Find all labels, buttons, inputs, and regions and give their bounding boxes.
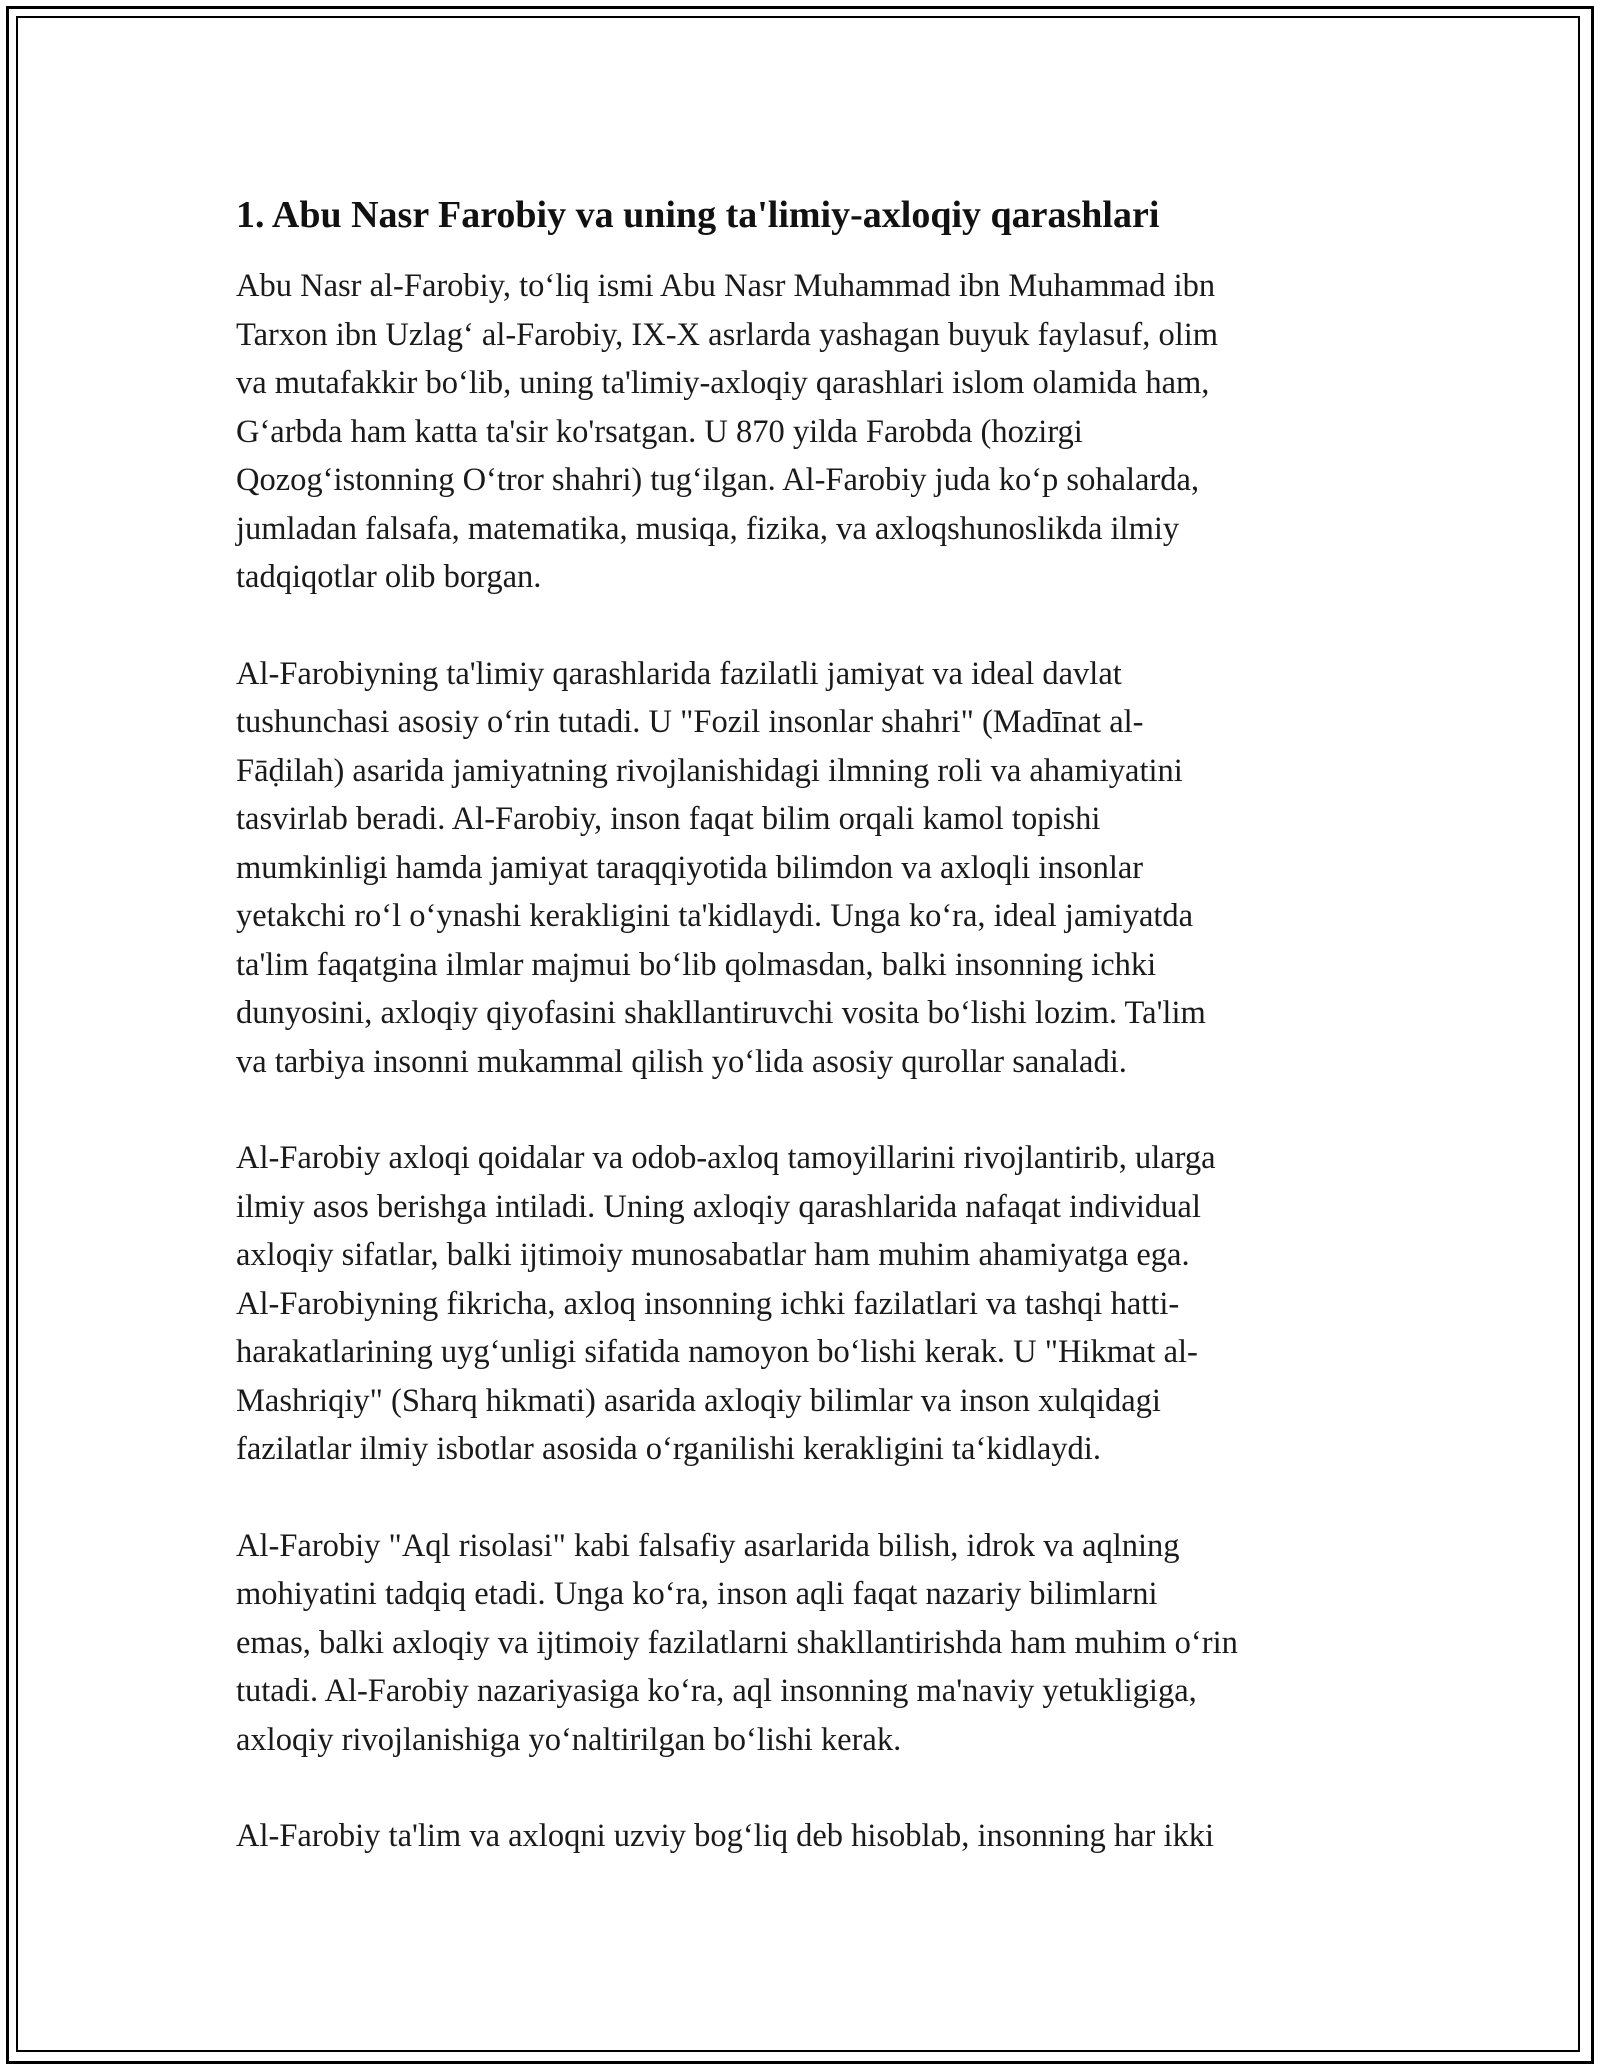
paragraph-line: jumladan falsafa, matematika, musiqa, fizika, va axloqshunoslikda ilmiy — [236, 510, 1180, 547]
paragraph-line: harakatlarining uyg‘unligi sifatida namoyon bo‘lishi kerak. U "Hikmat al- — [236, 1334, 1198, 1370]
paragraph-line: Al-Farobiy ta'lim va axloqni uzviy bog‘liq deb hisoblab, insonning har ikki — [236, 1818, 1215, 1854]
paragraph-line: mohiyatini tadqiq etadi. Unga ko‘ra, inson aqli faqat nazariy bilimlarni — [236, 1576, 1158, 1612]
section-heading: 1. Abu Nasr Farobiy va uning ta'limiy-axloqiy qarashlari — [236, 194, 1160, 236]
paragraph-line: va mutafakkir bo‘lib, uning ta'limiy-axloqiy qarashlari islom olamida ham, — [236, 365, 1210, 401]
paragraph-ethical-views — [236, 1134, 1386, 1474]
paragraph-line: tutadi. Al-Farobiy nazariyasiga ko‘ra, aql insonning ma'naviy yetukligiga, — [236, 1673, 1197, 1709]
paragraph-education-ethics-link — [236, 1812, 1386, 1861]
paragraph-line: ta'lim faqatgina ilmlar majmui bo‘lib qolmasdan, balki insonning ichki — [236, 946, 1157, 983]
paragraph-line: Mashriqiy" (Sharq hikmati) asarida axloqiy bilimlar va inson xulqidagi — [236, 1382, 1161, 1419]
paragraph-line: axloqiy sifatlar, balki ijtimoiy munosabatlar ham muhim ahamiyatga ega. — [236, 1237, 1190, 1273]
paragraph-line: tadqiqotlar olib borgan. — [236, 559, 542, 595]
paragraph-line: fazilatlar ilmiy isbotlar asosida o‘rganilishi kerakligini ta‘kidlaydi. — [236, 1431, 1101, 1467]
paragraph-line: axloqiy rivojlanishiga yo‘naltirilgan bo‘lishi kerak. — [236, 1721, 902, 1758]
paragraph-line: tasvirlab beradi. Al-Farobiy, inson faqat bilim orqali kamol topishi — [236, 801, 1101, 837]
paragraph-line: ilmiy asos berishga intiladi. Uning axloqiy qarashlarida nafaqat individual — [236, 1188, 1201, 1225]
paragraph-line: Al-Farobiy axloqi qoidalar va odob-axloq tamoyillarini rivojlantirib, ularga — [236, 1140, 1216, 1176]
paragraph-line: Qozog‘istonning O‘tror shahri) tug‘ilgan. Al-Farobiy juda ko‘p sohalarda, — [236, 462, 1200, 498]
paragraph-line: Fāḍilah) asarida jamiyatning rivojlanishidagi ilmning roli va ahamiyatini — [236, 752, 1183, 789]
paragraph-line: Al-Farobiy "Aql risolasi" kabi falsafiy asarlarida bilish, idrok va aqlning — [236, 1527, 1180, 1564]
paragraph-line: Tarxon ibn Uzlag‘ al-Farobiy, IX-X asrlarda yashagan buyuk faylasuf, olim — [236, 316, 1219, 353]
paragraph-line: Abu Nasr al-Farobiy, to‘liq ismi Abu Nasr Muhammad ibn Muhammad ibn — [236, 268, 1216, 304]
paragraph-line: emas, balki axloqiy va ijtimoiy fazilatlarni shakllantirishda ham muhim o‘rin — [236, 1624, 1238, 1661]
paragraph-educational-views — [236, 650, 1386, 1087]
paragraph-line: va tarbiya insonni mukammal qilish yo‘lida asosiy qurollar sanaladi. — [236, 1043, 1127, 1080]
paragraph-line: Al-Farobiyning fikricha, axloq insonning ichki fazilatlari va tashqi hatti- — [236, 1285, 1180, 1322]
paragraph-line: G‘arbda ham katta ta'sir ko'rsatgan. U 870 yilda Farobda (hozirgi — [236, 413, 1083, 450]
paragraph-intro — [236, 262, 1386, 602]
paragraph-reason-treatise — [236, 1522, 1386, 1765]
paragraph-line: Al-Farobiyning ta'limiy qarashlarida fazilatli jamiyat va ideal davlat — [236, 655, 1122, 692]
paragraph-line: dunyosini, axloqiy qiyofasini shakllantiruvchi vosita bo‘lishi lozim. Ta'lim — [236, 995, 1206, 1031]
document-body — [236, 190, 1386, 1909]
paragraph-line: yetakchi ro‘l o‘ynashi kerakligini ta'kidlaydi. Unga ko‘ra, ideal jamiyatda — [236, 898, 1194, 934]
paragraph-line: tushunchasi asosiy o‘rin tutadi. U "Fozil insonlar shahri" (Madīnat al- — [236, 704, 1144, 740]
paragraph-line: mumkinligi hamda jamiyat taraqqiyotida bilimdon va axloqli insonlar — [236, 849, 1144, 886]
